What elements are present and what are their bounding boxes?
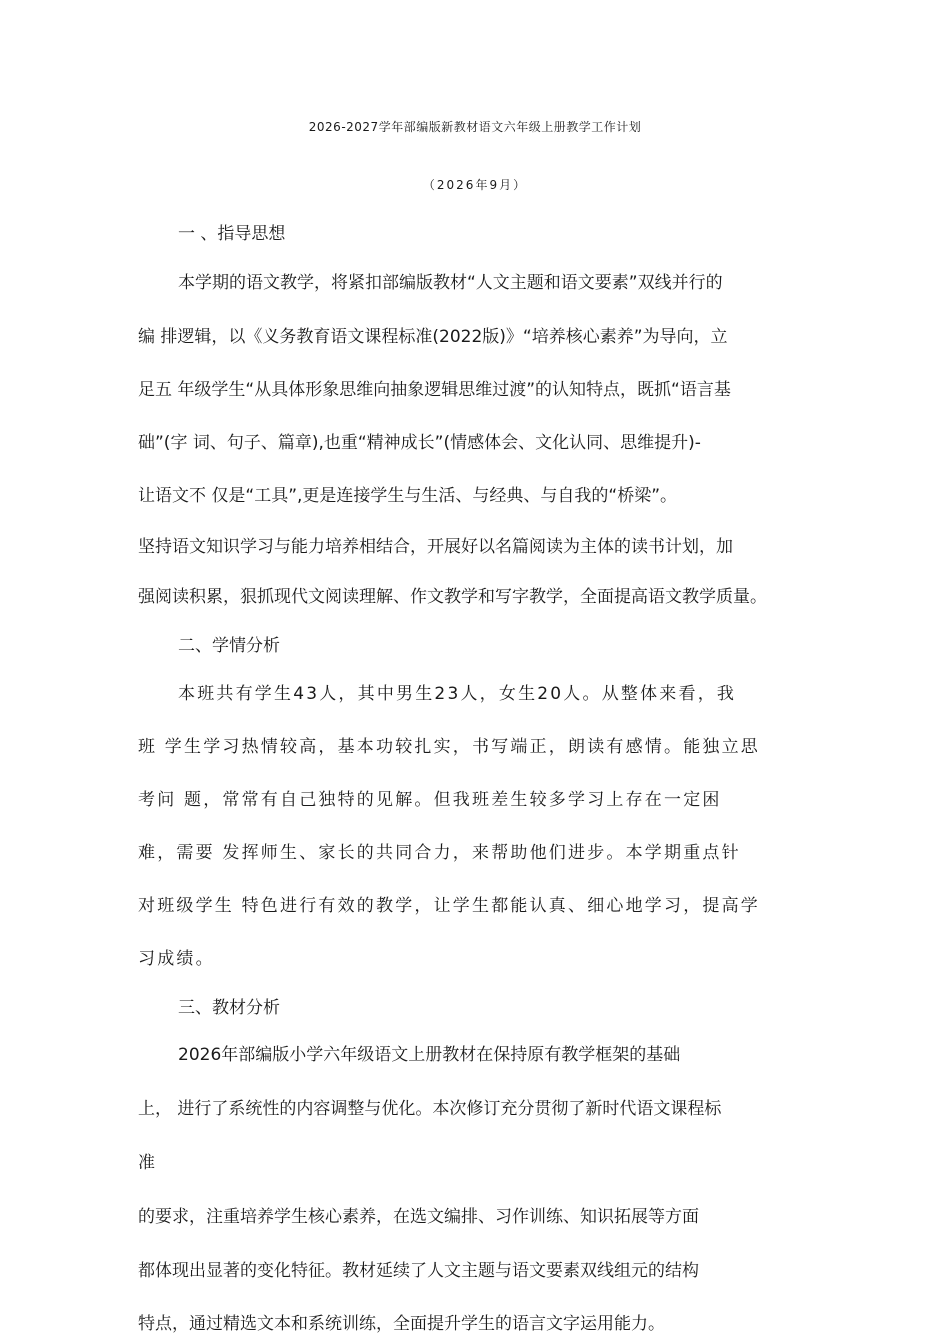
section-heading-student-analysis: 二、学情分析 — [178, 636, 280, 656]
paragraph-line: 班 学生学习热情较高，基本功较扎实，书写端正，朗读有感情。能独立思 — [138, 737, 761, 757]
section-heading-guiding-ideology: 一 、指导思想 — [178, 224, 286, 244]
paragraph-line: 特点，通过精选文本和系统训练，全面提升学生的语言文字运用能力。 — [138, 1314, 665, 1334]
paragraph-line: 准 — [138, 1153, 155, 1173]
paragraph-line: 强阅读积累，狠抓现代文阅读理解、作文教学和写字教学，全面提高语文教学质量。 — [138, 587, 767, 607]
paragraph-line: 的要求，注重培养学生核心素养，在选文编排、习作训练、知识拓展等方面 — [138, 1207, 699, 1227]
paragraph-line: 习成绩。 — [138, 949, 215, 969]
paragraph-line: 础”(字 词、句子、篇章),也重“精神成长”(情感体会、文化认同、思维提升)- — [138, 433, 701, 453]
paragraph-line: 难，需要 发挥师生、家长的共同合力，来帮助他们进步。本学期重点针 — [138, 843, 741, 863]
paragraph-line: 上， 进行了系统性的内容调整与优化。本次修订充分贯彻了新时代语文课程标 — [138, 1099, 722, 1119]
paragraph-line: 足五 年级学生“从具体形象思维向抽象逻辑思维过渡”的认知特点，既抓“语言基 — [138, 380, 731, 400]
paragraph-line: 本班共有学生43人，其中男生23人，女生20人。从整体来看，我 — [178, 684, 737, 704]
paragraph-line: 考问 题，常常有自己独特的见解。但我班差生较多学习上存在一定困 — [138, 790, 722, 810]
document-title: 2026-2027学年部编版新教材语文六年级上册教学工作计划 — [308, 120, 642, 134]
section-heading-textbook-analysis: 三、教材分析 — [178, 998, 280, 1018]
paragraph-line: 坚持语文知识学习与能力培养相结合，开展好以名篇阅读为主体的读书计划，加 — [138, 537, 733, 557]
paragraph-line: 2026年部编版小学六年级语文上册教材在保持原有教学框架的基础 — [178, 1045, 681, 1065]
paragraph-line: 编 排逻辑，以《义务教育语文课程标准(2022版)》“培养核心素养”为导向，立 — [138, 327, 728, 347]
document-subtitle: （2026年9月） — [422, 178, 528, 192]
paragraph-line: 本学期的语文教学，将紧扣部编版教材“人文主题和语文要素”双线并行的 — [178, 273, 723, 293]
paragraph-line: 都体现出显著的变化特征。教材延续了人文主题与语文要素双线组元的结构 — [138, 1261, 699, 1281]
paragraph-line: 对班级学生 特色进行有效的教学，让学生都能认真、细心地学习，提高学 — [138, 896, 761, 916]
paragraph-line: 让语文不 仅是“工具”,更是连接学生与生活、与经典、与自我的“桥梁”。 — [138, 486, 678, 506]
